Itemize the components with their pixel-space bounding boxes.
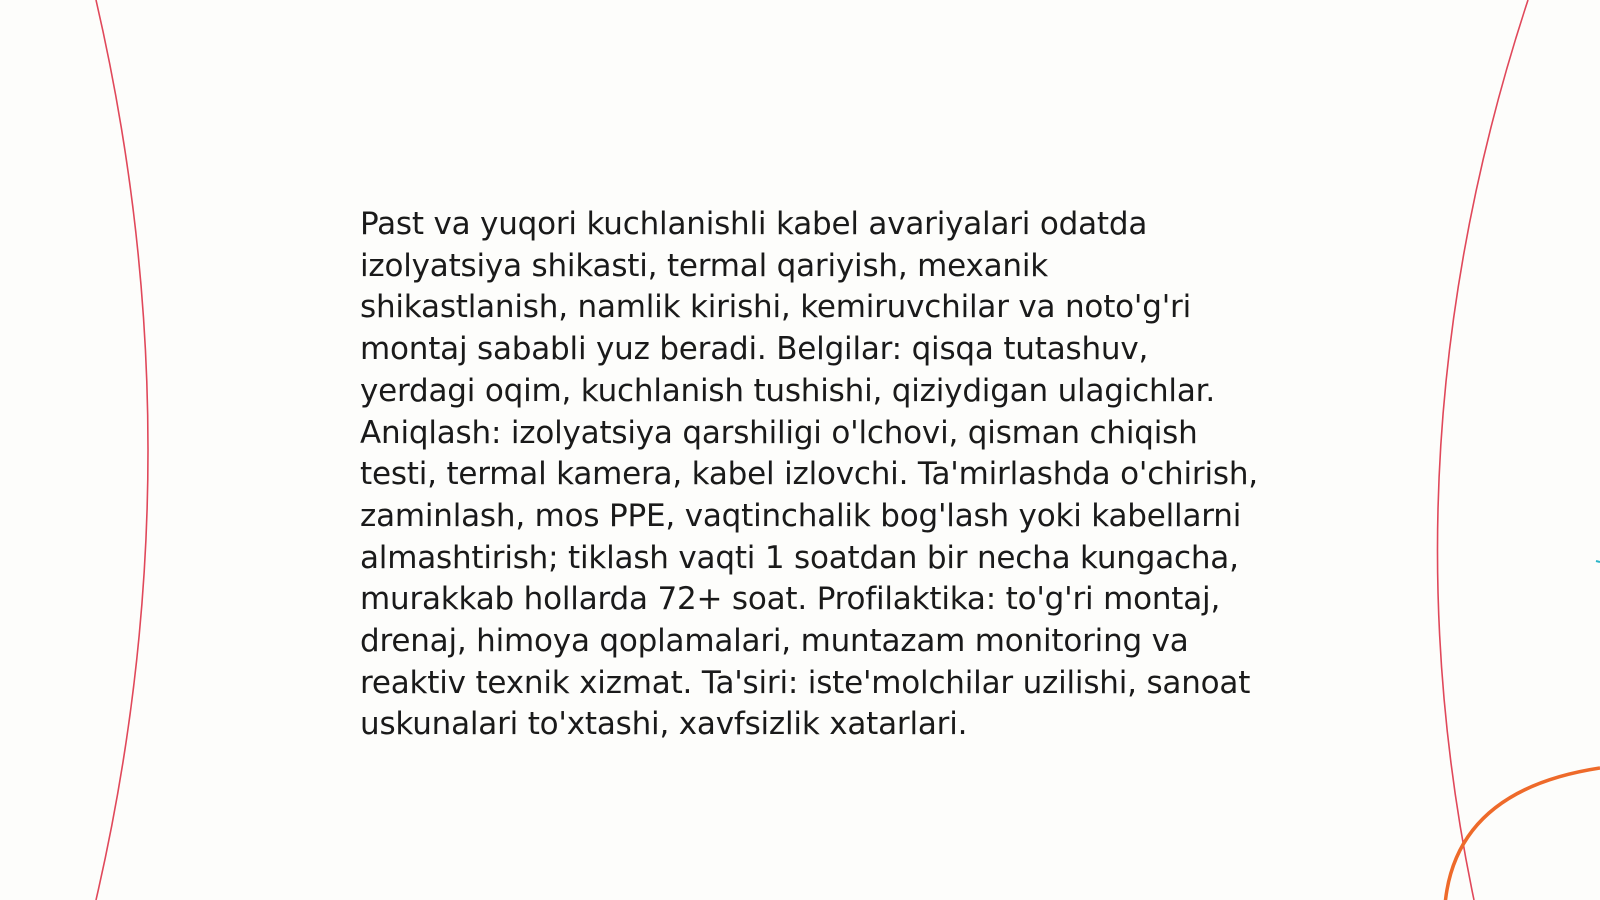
slide-body-text: Past va yuqori kuchlanishli kabel avariyalari odatda izolyatsiya shikasti, termal qariyish, mexanik shikastlanish, namlik kirishi, kemiruvchilar va noto'g'ri montaj sababli yuz beradi. Belgilar: qisqa tutashuv, yerdagi oqim, kuchlanish tushishi, qiziydigan ulagichlar. Aniqlash: izolyatsiya qarshiligi o'lchovi, qisman chiqish testi, termal kamera, kabel izlovchi. Ta'mirlashda o'chirish, zaminlash, mos PPE, vaqtinchalik bog'lash yoki kabellarni almashtirish; tiklash vaqti 1 soatdan bir necha kungacha, murakkab hollarda 72+ soat. Profilaktika: to'g'ri montaj, drenaj, himoya qoplamalari, muntazam monitoring va reaktiv texnik xizmat. Ta'siri: iste'molchilar uzilishi, sanoat uskunalari to'xtashi, xavfsizlik xatarlari. [360, 206, 1258, 743]
teal-accent-mark [1596, 561, 1600, 562]
left-curve-line [96, 0, 148, 900]
orange-arc [1445, 768, 1600, 900]
right-curve-line [1437, 0, 1528, 900]
